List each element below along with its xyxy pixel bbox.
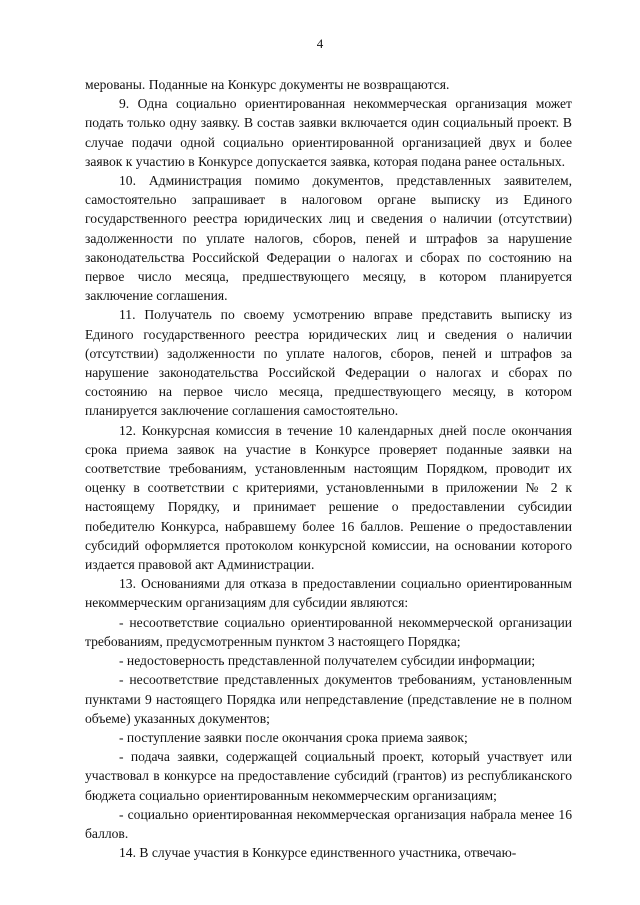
list-item-refusal-3: - несоответствие представленных документов требованиям, установленным пунктами 9 настоящего Порядка или непредставление (представление не в полном объеме) указанных документов;	[85, 672, 572, 726]
list-item-refusal-6: - социально ориентированная некоммерческая организация набрала менее 16 баллов.	[85, 806, 572, 841]
list-item-refusal-1: - несоответствие социально ориентированной некоммерческой организации требованиям, предусмотренным пунктом 3 настоящего Порядка;	[85, 614, 572, 649]
paragraph-item-11: 11. Получатель по своему усмотрению вправе представить выписку из Единого государственного реестра юридических лиц и сведения о наличии (отсутствии) задолженности по уплате налогов, сборов, пеней и штрафов за нарушение законодательства Российской Федерации о налогах и сборах по состоянию на первое число месяца, предшествующего месяцу, в котором планируется заключение соглашения самостоятельно.	[85, 307, 572, 419]
document-body	[85, 75, 572, 862]
page-number: 4	[316, 36, 324, 51]
paragraph-item-14: 14. В случае участия в Конкурсе единственного участника, отвечаю-	[119, 845, 517, 861]
list-item-refusal-2: - недостоверность представленной получателем субсидии информации;	[119, 653, 536, 669]
paragraph-item-13: 13. Основаниями для отказа в предоставлении социально ориентированным некоммерческим организациям для субсидии являются:	[85, 576, 572, 611]
paragraph-continuation: мерованы. Поданные на Конкурс документы не возвращаются.	[85, 77, 450, 92]
paragraph-item-10: 10. Администрация помимо документов, представленных заявителем, самостоятельно запрашивает в налоговом органе выписку из Единого государственного реестра юридических лиц и сведения о наличии (отсутствии) задолженности по уплате налогов, сборов, пеней и штрафов за нарушение законодательства Российской Федерации о налогах и сборах по состоянию на первое число месяца, предшествующего месяцу, в котором планируется заключение соглашения.	[85, 173, 572, 304]
list-item-refusal-4: - поступление заявки после окончания срока приема заявок;	[119, 729, 468, 745]
list-item-refusal-5: - подача заявки, содержащей социальный проект, который участвует или участвовал в конкурсе на предоставление субсидий (грантов) из республиканского бюджета социально ориентированным некоммерческим организациям;	[85, 749, 572, 803]
paragraph-item-9: 9. Одна социально ориентированная некоммерческая организация может подать только одну заявку. В состав заявки включается один социальный проект. В случае подачи одной социально ориентированной организацией двух и более заявок к участию в Конкурсе допускается заявка, которая подана ранее остальных.	[85, 96, 572, 169]
paragraph-item-12: 12. Конкурсная комиссия в течение 10 календарных дней после окончания срока приема заявок на участие в Конкурсе проверяет поданные заявки на соответствие требованиям, установленным настоящим Порядком, проводит их оценку в соответствии с критериями, установленными в приложении № 2 к настоящему Порядку, и принимает решение о предоставлении субсидии победителю Конкурса, набравшему более 16 баллов. Решение о предоставлении субсидий оформляется протоколом конкурсной комиссии, на основании которого издается правовой акт Администрации.	[85, 422, 572, 573]
